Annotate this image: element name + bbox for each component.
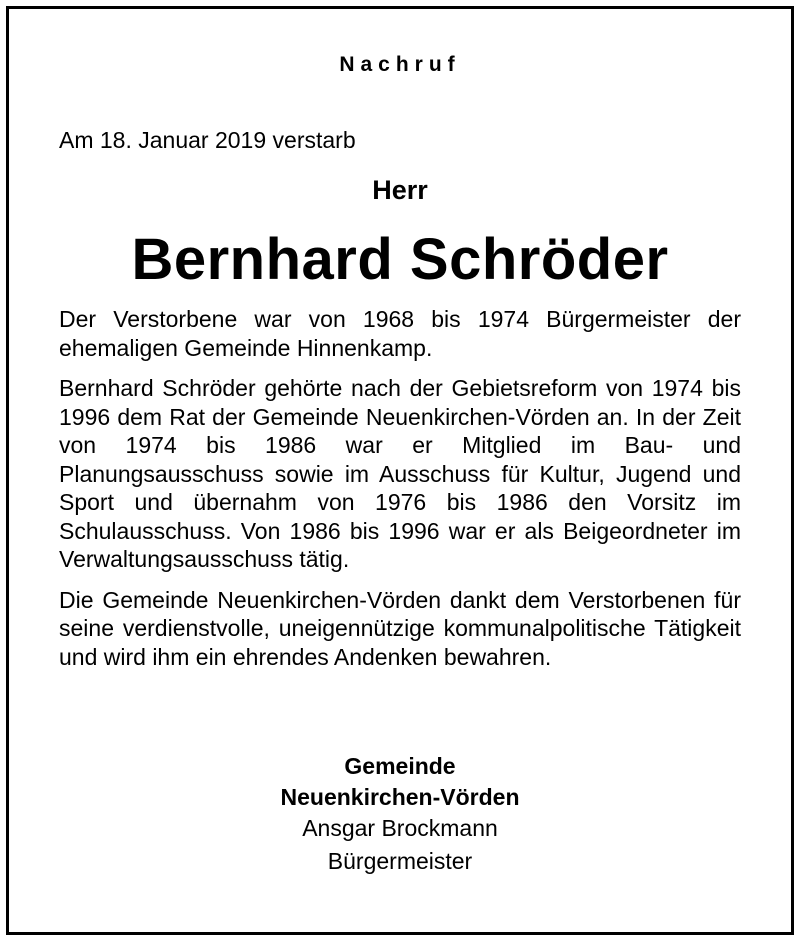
signature-block [0, 751, 800, 877]
obituary-body [59, 305, 741, 683]
intro-line: Am 18. Januar 2019 verstarb [59, 127, 356, 153]
paragraph-1: Der Verstorbene war von 1968 bis 1974 Bürgermeister der ehemaligen Gemeinde Hinnenkamp. [59, 306, 741, 361]
signature-person: Ansgar Brockmann [302, 815, 498, 841]
paragraph-3: Die Gemeinde Neuenkirchen-Vörden dankt dem Verstorbenen für seine verdienstvolle, uneigennützige kommunalpolitische Tätigkeit und wird ihm ein ehrendes Andenken bewahren. [59, 586, 741, 670]
signature-org-line1: Gemeinde [344, 753, 456, 779]
deceased-name: Bernhard Schröder [131, 227, 669, 292]
paragraph-2: Bernhard Schröder gehörte nach der Gebietsreform von 1974 bis 1996 dem Rat der Gemeinde Neuenkirchen-Vörden an. In der Zeit von 1974 bis 1986 war er Mitglied im Bau- und Planungsausschuss sowie im Ausschuss für Kultur, Jugend und Sport und übernahm von 1976 bis 1986 den Vorsitz im Schulausschuss. Von 1986 bis 1996 war er als Beigeordneter im Verwaltungsausschuss tätig. [59, 375, 741, 572]
signature-title: Bürgermeister [327, 848, 473, 874]
salutation: Herr [372, 175, 428, 205]
notice-heading: Nachruf [339, 53, 461, 76]
signature-org-line2: Neuenkirchen-Vörden [280, 784, 520, 810]
